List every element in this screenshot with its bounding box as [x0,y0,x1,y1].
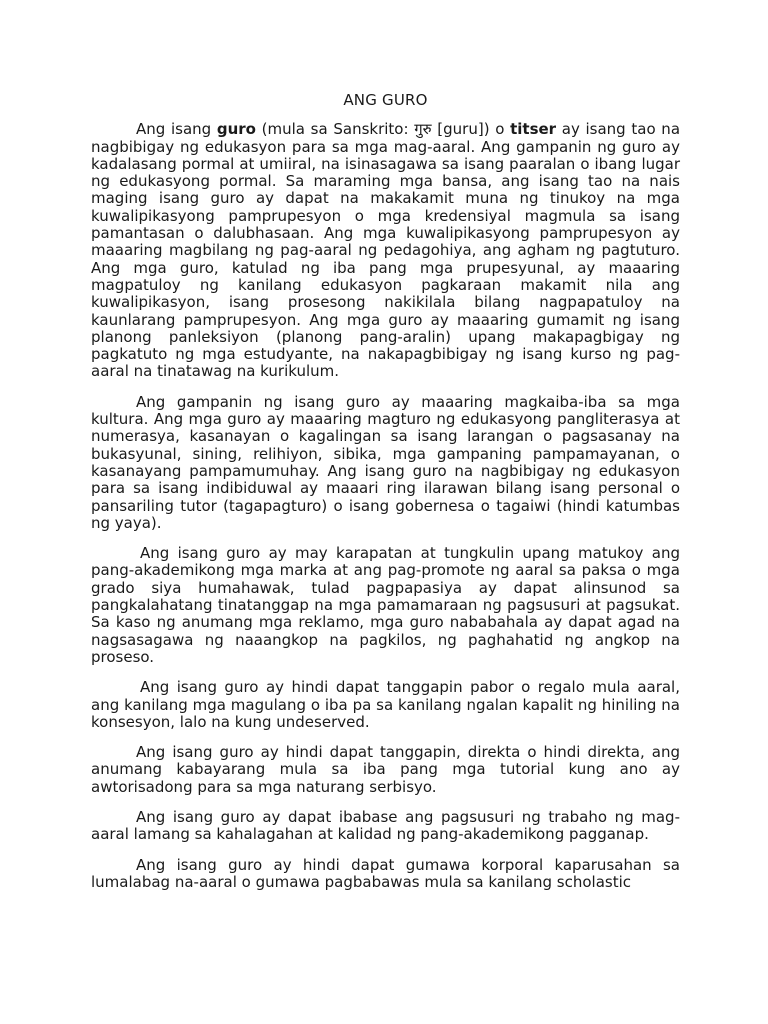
document-title: ANG GURO [343,91,428,109]
paragraph-1-text-b: (mula sa Sanskrito: गुरु [guru]) o [255,120,511,139]
paragraph-1-text-a: Ang isang [136,120,217,139]
paragraph-6: Ang isang guro ay dapat ibabase ang pagsusuri ng trabaho ng mag-aaral lamang sa kahalagahan at kalidad ng pang-akademikong pagganap. [91,807,680,844]
paragraph-5: Ang isang guro ay hindi dapat tanggapin, direkta o hindi direkta, ang anumang kabayarang mula sa iba pang mga tutorial kung ano ay awtorisadong para sa mga naturang serbisyo. [91,743,680,796]
paragraph-1-text-c: ay isang tao na nagbibigay ng edukasyon para sa mga mag-aaral. Ang gampanin ng guro ay kadalasang pormal at umiiral, na isinasagawa sa isang paaralan o ibang lugar ng edukasyong pormal. Sa maraming mga bansa, ang isang tao na nais maging isang guro ay dapat na makakamit muna ng tinukoy na mga kuwalipikasyong pamprupesyon o mga kredensiyal magmula sa isang pamantasan o dalubhasaan. Ang mga kuwalipikasyong pamprupesyon ay maaaring magbilang ng pag-aaral ng pedagohiya, ang agham ng pagtuturo. Ang mga guro, katulad ng iba pang mga prupesyunal, ay maaaring magpatuloy ng kanilang edukasyon pagkaraan makamit nila ang kuwalipikasyon, isang prosesong nakikilala bilang nagpapatuloy na kaunlarang pamprupesyon. Ang mga guro ay maaaring gumamit ng isang planong panleksiyon (planong pang-aralin) upang makapagbigay ng pagkatuto ng mga estudyante, na nakapagbibigay ng isang kurso ng pag-aaral na tinatawag na kurikulum. [91,120,681,381]
paragraph-2: Ang gampanin ng isang guro ay maaaring magkaiba-iba sa mga kultura. Ang mga guro ay maaaring magturo ng edukasyong pangliterasya at numerasya, kasanayan o kagalingan sa isang larangan o pagsasanay na bukasyunal, sining, relihiyon, sibika, mga gampaning pampamayanan, o kasanayang pampamumuhay. Ang isang guro na nagbibigay ng edukasyon para sa isang indibiduwal ay maaari ring ilarawan bilang isang personal o pansariling tutor (tagapagturo) o isang gobernesa o tagaiwi (hindi katumbas ng yaya). [91,392,680,532]
paragraph-7: Ang isang guro ay hindi dapat gumawa korporal kaparusahan sa lumalabag na-aaral o gumawa pagbabawas mula sa kanilang scholastic [91,855,680,891]
paragraph-3: Ang isang guro ay may karapatan at tungkulin upang matukoy ang pang-akademikong mga marka at ang pag-promote ng aaral sa paksa o mga grado siya humahawak, tulad pagpapasiya ay dapat alinsunod sa pangkalahatang tinatanggap na mga pamamaraan ng pagsusuri at pagsukat. Sa kaso ng anumang mga reklamo, mga guro nababahala ay dapat agad na nagsasagawa ng naaangkop na pagkilos, ng paghahatid ng angkop na proseso. [91,544,680,666]
paragraph-1 [91,121,680,380]
paragraph-4: Ang isang guro ay hindi dapat tanggapin pabor o regalo mula aaral, ang kanilang mga magulang o iba pa sa kanilang ngalan kapalit ng hiniling na konsesyon, lalo na kung undeserved. [91,678,680,731]
term-titser: titser [510,120,557,139]
term-guro: guro [216,120,256,139]
